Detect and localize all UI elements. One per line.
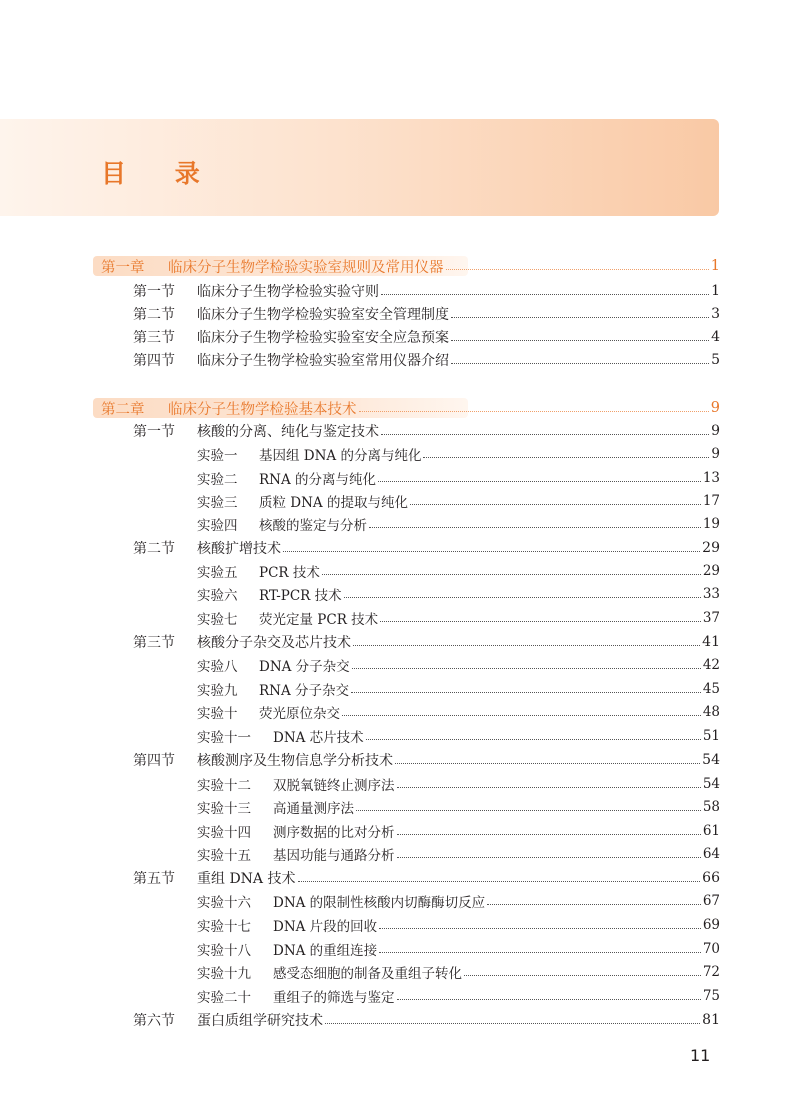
toc-exp-entry[interactable] — [197, 468, 720, 488]
dot-leader — [298, 880, 701, 882]
dot-leader — [378, 480, 701, 482]
toc-entry-title: DNA 分子杂交 — [259, 659, 350, 675]
toc-entry-page: 9 — [711, 423, 720, 439]
toc-entry-label: 第六节 — [133, 1013, 175, 1029]
toc-section-entry[interactable] — [133, 1010, 720, 1030]
dot-leader — [395, 762, 700, 764]
toc-entry-label: 第二章 — [101, 401, 145, 418]
toc-entry-title: 荧光原位杂交 — [259, 706, 340, 722]
toc-entry-page: 1 — [711, 283, 720, 299]
dot-leader — [322, 573, 701, 575]
page-number: 11 — [690, 1046, 711, 1065]
toc-entry-label: 实验二 — [197, 472, 238, 488]
toc-exp-entry[interactable] — [197, 962, 720, 982]
dot-leader — [379, 951, 701, 953]
toc-exp-entry[interactable] — [197, 939, 720, 959]
toc-entry-title: 核酸的分离、纯化与鉴定技术 — [197, 424, 379, 440]
toc-exp-entry[interactable] — [197, 915, 720, 935]
toc-entry-label: 实验十九 — [197, 966, 251, 982]
toc-entry-page: 4 — [711, 329, 720, 345]
toc-entry-label: 第一节 — [133, 424, 175, 440]
toc-section-entry[interactable] — [133, 868, 720, 888]
dot-leader — [342, 714, 701, 716]
toc-entry-title: 临床分子生物学检验基本技术 — [168, 401, 357, 418]
dot-leader — [379, 927, 701, 929]
toc-entry-page: 5 — [711, 352, 720, 368]
page-title: 目 录 — [101, 159, 220, 188]
toc-exp-entry[interactable] — [197, 514, 720, 534]
dot-leader — [397, 856, 701, 858]
toc-exp-entry[interactable] — [197, 821, 720, 841]
toc-entry-title: DNA 片段的回收 — [273, 919, 378, 935]
dot-leader — [397, 786, 701, 788]
toc-entry-title: 核酸扩增技术 — [197, 541, 281, 557]
toc-entry-label: 实验十四 — [197, 825, 251, 841]
toc-entry-title: 基因功能与通路分析 — [273, 848, 395, 864]
toc-entry-page: 67 — [702, 893, 720, 909]
toc-entry-page: 72 — [702, 964, 720, 980]
toc-entry-page: 37 — [702, 610, 720, 626]
toc-entry-page: 42 — [702, 657, 720, 673]
toc-exp-entry[interactable] — [197, 726, 720, 746]
toc-entry-page: 69 — [702, 917, 720, 933]
dot-leader — [451, 339, 709, 341]
dot-leader — [352, 667, 701, 669]
toc-entry-page: 64 — [702, 846, 720, 862]
toc-entry-label: 第一章 — [101, 259, 145, 276]
toc-exp-entry[interactable] — [197, 702, 720, 722]
dot-leader — [464, 974, 701, 976]
toc-entry-page: 29 — [702, 563, 720, 579]
toc-entry-page: 19 — [702, 516, 720, 532]
toc-entry-label: 实验十一 — [197, 730, 251, 746]
toc-entry-title: 临床分子生物学检验实验室规则及常用仪器 — [168, 259, 444, 276]
toc-exp-entry[interactable] — [197, 986, 720, 1006]
toc-exp-entry[interactable] — [197, 679, 720, 699]
dot-leader — [369, 526, 701, 528]
toc-entry-page: 13 — [702, 470, 720, 486]
toc-entry-page: 54 — [702, 752, 720, 768]
toc-entry-page: 48 — [702, 704, 720, 720]
toc-entry-title: 测序数据的比对分析 — [273, 825, 395, 841]
toc-entry-label: 实验四 — [197, 518, 238, 534]
toc-entry-title: 蛋白质组学研究技术 — [197, 1013, 323, 1029]
dot-leader — [487, 903, 701, 905]
toc-entry-label: 第四节 — [133, 753, 175, 769]
toc-entry-title: RNA 分子杂交 — [259, 683, 350, 699]
toc-entry-label: 第三节 — [133, 635, 175, 651]
toc-entry-page: 29 — [702, 540, 720, 556]
toc-entry-label: 实验十三 — [197, 801, 251, 817]
toc-exp-entry[interactable] — [197, 561, 720, 581]
toc-exp-entry[interactable] — [197, 891, 720, 911]
toc-section-entry[interactable] — [133, 350, 720, 370]
toc-entry-title: 感受态细胞的制备及重组子转化 — [273, 966, 462, 982]
toc-entry-title: 重组 DNA 技术 — [197, 871, 296, 887]
toc-entry-label: 实验九 — [197, 683, 238, 699]
toc-entry-label: 实验一 — [197, 448, 238, 464]
toc-exp-entry[interactable] — [197, 608, 720, 628]
toc-section-entry[interactable] — [133, 632, 720, 652]
dot-leader — [380, 620, 701, 622]
toc-entry-page: 1 — [710, 258, 720, 274]
dot-leader — [451, 362, 709, 364]
toc-entry-page: 41 — [702, 634, 720, 650]
toc-exp-entry[interactable] — [197, 844, 720, 864]
toc-entry-label: 第二节 — [133, 307, 175, 323]
toc-entry-label: 实验六 — [197, 588, 238, 604]
dot-leader — [397, 998, 701, 1000]
toc-entry-label: 实验七 — [197, 612, 238, 628]
toc-entry-title: DNA 芯片技术 — [273, 730, 364, 746]
dot-leader — [410, 503, 701, 505]
toc-entry-title: 高通量测序法 — [273, 801, 354, 817]
dot-leader — [423, 456, 709, 458]
toc-entry-page: 54 — [702, 776, 720, 792]
toc-chapter-entry[interactable] — [93, 256, 720, 276]
toc-entry-label: 实验十八 — [197, 943, 251, 959]
toc-entry-title: 临床分子生物学检验实验室安全应急预案 — [197, 330, 449, 346]
toc-entry-title: 基因组 DNA 的分离与纯化 — [259, 448, 422, 464]
toc-entry-label: 第五节 — [133, 871, 175, 887]
toc-entry-title: 质粒 DNA 的提取与纯化 — [259, 495, 408, 511]
dot-leader — [344, 596, 701, 598]
dot-leader — [451, 316, 709, 318]
toc-entry-title: 重组子的筛选与鉴定 — [273, 990, 395, 1006]
toc-entry-label: 实验十五 — [197, 848, 251, 864]
toc-entry-label: 实验三 — [197, 495, 238, 511]
toc-section-entry[interactable] — [133, 327, 720, 347]
toc-entry-page: 81 — [702, 1012, 720, 1028]
toc-chapter-entry[interactable] — [93, 398, 720, 418]
dot-leader — [381, 293, 709, 295]
toc-entry-label: 实验十二 — [197, 778, 251, 794]
toc-entry-page: 75 — [702, 988, 720, 1004]
toc-entry-title: 核酸分子杂交及芯片技术 — [197, 635, 351, 651]
toc-exp-entry[interactable] — [197, 774, 720, 794]
toc-exp-entry[interactable] — [197, 797, 720, 817]
dot-leader — [446, 268, 709, 270]
toc-exp-entry[interactable] — [197, 491, 720, 511]
toc-entry-title: 核酸测序及生物信息学分析技术 — [197, 753, 393, 769]
toc-entry-label: 第二节 — [133, 541, 175, 557]
toc-entry-title: RT-PCR 技术 — [259, 588, 342, 604]
dot-leader — [353, 644, 700, 646]
toc-entry-page: 58 — [702, 799, 720, 815]
dot-leader — [356, 809, 701, 811]
toc-entry-title: 临床分子生物学检验实验守则 — [197, 284, 379, 300]
toc-entry-label: 实验五 — [197, 565, 238, 581]
toc-exp-entry[interactable] — [197, 584, 720, 604]
dot-leader — [397, 833, 701, 835]
toc-entry-page: 17 — [702, 493, 720, 509]
toc-entry-page: 33 — [702, 586, 720, 602]
toc-entry-page: 51 — [702, 728, 720, 744]
toc-entry-label: 实验八 — [197, 659, 238, 675]
toc-entry-page: 45 — [702, 681, 720, 697]
dot-leader — [381, 433, 709, 435]
toc-entry-label: 第四节 — [133, 353, 175, 369]
toc-section-entry[interactable] — [133, 421, 720, 441]
toc-section-entry[interactable] — [133, 281, 720, 301]
toc-entry-page: 9 — [711, 446, 720, 462]
toc-entry-label: 实验十 — [197, 706, 238, 722]
toc-entry-title: DNA 的限制性核酸内切酶酶切反应 — [273, 895, 486, 911]
toc-entry-label: 实验十七 — [197, 919, 251, 935]
toc-entry-title: 核酸的鉴定与分析 — [259, 518, 367, 534]
toc-entry-title: 双脱氧链终止测序法 — [273, 778, 395, 794]
toc-section-entry[interactable] — [133, 538, 720, 558]
toc-section-entry[interactable] — [133, 750, 720, 770]
toc-exp-entry[interactable] — [197, 655, 720, 675]
toc-entry-page: 70 — [702, 941, 720, 957]
dot-leader — [351, 691, 701, 693]
toc-entry-page: 3 — [711, 306, 720, 322]
toc-entry-label: 实验二十 — [197, 990, 251, 1006]
toc-entry-label: 第三节 — [133, 330, 175, 346]
toc-entry-title: PCR 技术 — [259, 565, 320, 581]
dot-leader — [325, 1022, 700, 1024]
toc-entry-title: RNA 的分离与纯化 — [259, 472, 377, 488]
toc-section-entry[interactable] — [133, 304, 720, 324]
toc-entry-title: 临床分子生物学检验实验室安全管理制度 — [197, 307, 449, 323]
toc-entry-title: 荧光定量 PCR 技术 — [259, 612, 379, 628]
toc-entry-page: 9 — [710, 400, 720, 416]
toc-entry-page: 61 — [702, 823, 720, 839]
toc-entry-label: 第一节 — [133, 284, 175, 300]
toc-entry-page: 66 — [702, 870, 720, 886]
toc-entry-title: 临床分子生物学检验实验室常用仪器介绍 — [197, 353, 449, 369]
dot-leader — [283, 550, 700, 552]
dot-leader — [366, 738, 701, 740]
toc-exp-entry[interactable] — [197, 444, 720, 464]
toc-entry-label: 实验十六 — [197, 895, 251, 911]
toc-entry-title: DNA 的重组连接 — [273, 943, 378, 959]
dot-leader — [359, 410, 709, 412]
